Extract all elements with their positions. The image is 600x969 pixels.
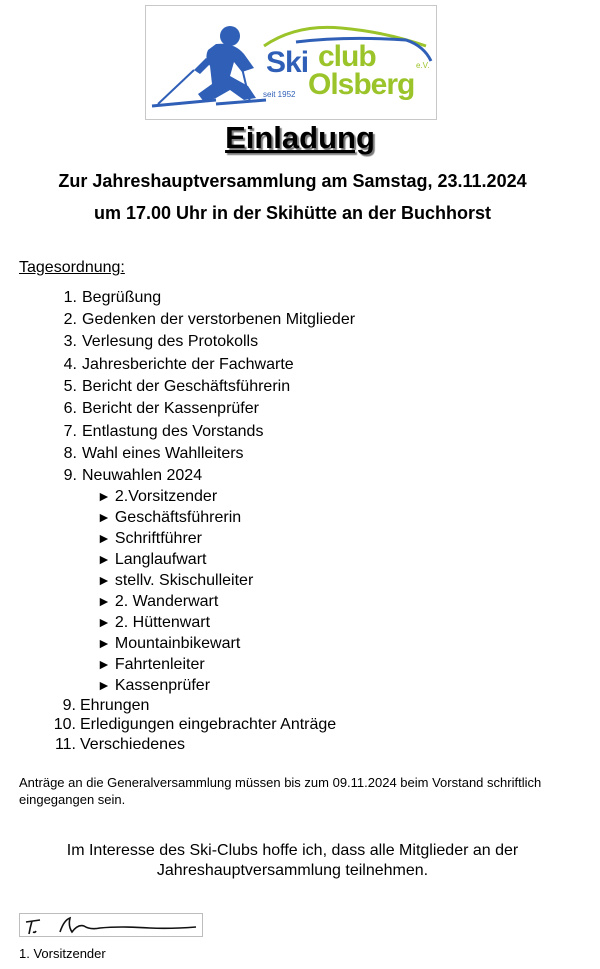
election-subitem — [97, 635, 240, 653]
election-subitem — [97, 530, 202, 548]
agenda-item — [55, 333, 258, 351]
arrow-icon: ► — [97, 635, 111, 651]
agenda-item — [52, 697, 149, 715]
agenda-item-text: Jahresberichte der Fachwarte — [82, 356, 294, 373]
election-subitem-text: Mountainbikewart — [114, 635, 241, 652]
agenda-item-text: Verlesung des Protokolls — [82, 333, 259, 350]
election-subitem — [97, 509, 241, 527]
agenda-item — [55, 356, 294, 374]
election-subitem — [97, 614, 210, 632]
agenda-item-text: Bericht der Kassenprüfer — [82, 400, 259, 417]
agenda-item — [55, 467, 202, 485]
agenda-item-text: Verschiedenes — [80, 736, 185, 753]
agenda-item-number: 8. — [63, 445, 77, 462]
club-logo — [145, 5, 437, 120]
arrow-icon: ► — [97, 551, 111, 567]
agenda-item — [55, 400, 259, 418]
agenda-item-text: Neuwahlen 2024 — [82, 467, 203, 484]
agenda-item-number: 5. — [63, 378, 77, 395]
agenda-item — [55, 289, 161, 307]
logo-text-olsberg: Olsberg — [308, 68, 415, 101]
arrow-icon: ► — [97, 509, 111, 525]
agenda-item-number: 10. — [53, 716, 76, 733]
agenda-item-number: 4. — [63, 356, 77, 373]
election-subitem — [97, 488, 217, 506]
agenda-item — [55, 378, 290, 396]
arrow-icon: ► — [97, 656, 111, 672]
election-subitem-text: Kassenprüfer — [114, 677, 211, 694]
agenda-item-text: Entlastung des Vorstands — [82, 423, 264, 440]
agenda-item-number: 9. — [63, 467, 77, 484]
agenda-item-number: 7. — [63, 423, 77, 440]
arrow-icon: ► — [97, 572, 111, 588]
logo-text-club: club — [318, 40, 376, 73]
agenda-item — [55, 445, 244, 463]
agenda-item-number: 6. — [63, 400, 77, 417]
election-subitem-text: stellv. Skischulleiter — [114, 572, 254, 589]
logo-text-ski: Ski — [266, 46, 309, 79]
arrow-icon: ► — [97, 614, 111, 630]
agenda-item-number: 11. — [54, 736, 76, 753]
arrow-icon: ► — [97, 593, 111, 609]
election-subitem — [97, 656, 205, 674]
election-subitem — [97, 551, 206, 569]
election-subitem-text: Langlaufwart — [114, 551, 207, 568]
election-subitem — [97, 593, 218, 611]
subtitle-date: Zur Jahreshauptversammlung am Samstag, 23.11.2024 — [58, 171, 527, 191]
election-subitem-text: 2. Wanderwart — [114, 593, 219, 610]
agenda-item-number: 3. — [63, 333, 77, 350]
agenda-item-text: Gedenken der verstorbenen Mitglieder — [82, 311, 356, 328]
agenda-item-number: 1. — [63, 289, 77, 306]
election-subitem-text: 2.Vorsitzender — [114, 488, 218, 505]
agenda-item-text: Erledigungen eingebrachter Anträge — [80, 716, 337, 733]
agenda-item-text: Begrüßung — [82, 289, 162, 306]
agenda-item — [52, 736, 185, 754]
signature-role: 1. Vorsitzender — [19, 946, 106, 961]
closing-text: Im Interesse des Ski-Clubs hoffe ich, dass alle Mitglieder an der Jahreshauptversammlung teilnehmen. — [66, 842, 519, 879]
election-subitem-text: Schriftführer — [114, 530, 202, 547]
arrow-icon: ► — [97, 488, 111, 504]
arrow-icon: ► — [97, 530, 111, 546]
agenda-item — [55, 311, 355, 329]
election-subitem-text: 2. Hüttenwart — [114, 614, 211, 631]
agenda-item — [52, 716, 336, 734]
agenda-heading: Tagesordnung: — [19, 259, 125, 276]
logo-text-seit: seit 1952 — [263, 90, 296, 99]
election-subitem-text: Fahrtenleiter — [114, 656, 205, 673]
agenda-item-text: Bericht der Geschäftsführerin — [82, 378, 291, 395]
arrow-icon: ► — [97, 677, 111, 693]
logo-text-ev: e.V. — [416, 61, 430, 70]
subtitle-location: um 17.00 Uhr in der Skihütte an der Buchhorst — [93, 203, 492, 223]
submission-note: Anträge an die Generalversammlung müssen bis zum 09.11.2024 beim Vorstand schriftlich eingegangen sein. — [19, 775, 542, 807]
agenda-item-number: 9. — [62, 697, 76, 714]
election-subitem — [97, 572, 253, 590]
agenda-item-text: Wahl eines Wahlleiters — [82, 445, 244, 462]
election-subitem-text: Geschäftsführerin — [114, 509, 242, 526]
agenda-item-text: Ehrungen — [80, 697, 150, 714]
signature-drawing — [20, 914, 204, 938]
election-subitem — [97, 677, 210, 695]
signature — [19, 913, 203, 937]
agenda-item-number: 2. — [63, 311, 77, 328]
page-title: Einladung — [225, 120, 375, 155]
agenda-item — [55, 423, 263, 441]
